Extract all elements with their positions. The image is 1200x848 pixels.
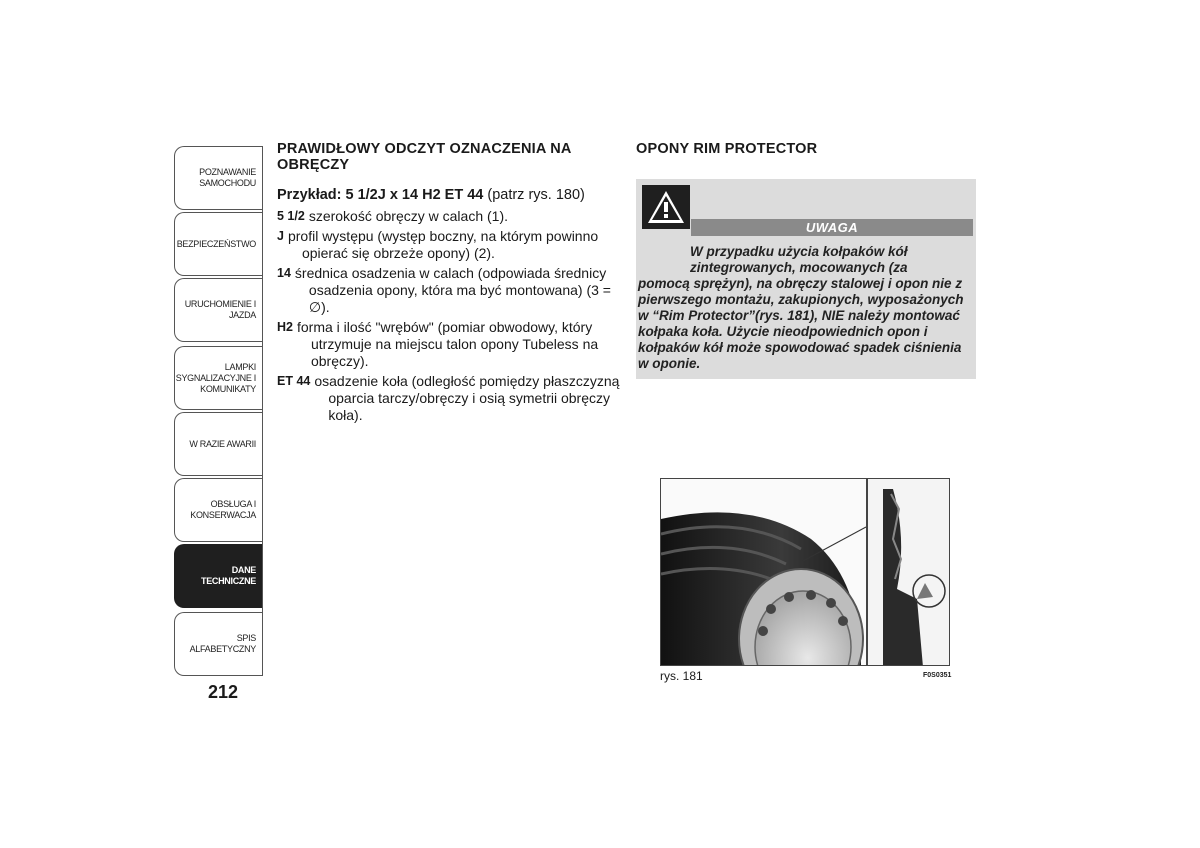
definition-list [277, 208, 622, 424]
chapter-tab[interactable] [174, 278, 262, 342]
warning-text-rest: pomocą sprężyn), na obręczy stalowej i opon nie z pierwszego montażu, zakupionych, wyposażonych w “Rim Protector”(rys. 181), NIE należy montować kołpaka koła. Użycie nieodpowiednich opon i kołpaków kół może spowodować spadek ciśnienia w oponie. [638, 276, 964, 371]
chapter-tab-label: DANE TECHNICZNE [201, 565, 256, 586]
warning-text [638, 244, 974, 372]
figure-code: F0S0351 [923, 672, 952, 679]
chapter-tab-label: LAMPKI SYGNALIZACYJNE I KOMUNIKATY [175, 361, 256, 394]
chapter-tab[interactable] [174, 544, 262, 608]
chapter-tab[interactable] [174, 412, 262, 476]
definition-description: średnica osadzenia w calach (odpowiada średnicy osadzenia opony, która ma być montowana) (3 = ∅). [294, 265, 611, 315]
chapter-tab-label: OBSŁUGA I KONSERWACJA [190, 499, 256, 520]
definition-description: profil występu (występ boczny, na którym powinno opierać się obrzeże opony) (2). [287, 228, 599, 261]
definition-term: H2 [277, 320, 293, 334]
example-code: Przykład: 5 1/2J x 14 H2 ET 44 [277, 187, 484, 203]
definition-description: szerokość obręczy w calach (1). [308, 208, 508, 224]
definition-description: osadzenie koła (odległość pomiędzy płaszczyzną oparcia tarczy/obręczy i osią symetrii obręczy koła). [314, 373, 620, 423]
definition-item [277, 208, 622, 225]
chapter-tab[interactable] [174, 612, 262, 676]
chapter-tab[interactable] [174, 212, 262, 276]
definition-item [277, 228, 622, 262]
section-heading-right: OPONY RIM PROTECTOR [636, 141, 818, 157]
rim-marking-section [277, 141, 622, 427]
figure-caption: rys. 181 [660, 669, 703, 683]
chapter-tab-label: POZNAWANIE SAMOCHODU [199, 167, 256, 188]
warning-box [636, 179, 976, 379]
example-reference: (patrz rys. 180) [483, 187, 585, 203]
section-heading: PRAWIDŁOWY ODCZYT OZNACZENIA NA OBRĘCZY [277, 141, 572, 173]
page-number: 212 [208, 682, 239, 702]
definition-term: ET 44 [277, 374, 311, 388]
warning-triangle-icon [642, 185, 690, 229]
chapter-tab-label: URUCHOMIENIE I JAZDA [184, 299, 256, 320]
definition-description: forma i ilość "wrębów" (pomiar obwodowy, który utrzymuje na miejscu talon opony Tubeless na obręczy). [296, 319, 599, 369]
chapter-tab-label: BEZPIECZEŃSTWO [176, 238, 256, 249]
chapter-tab-label: W RAZIE AWARII [189, 438, 256, 449]
definition-item [277, 265, 622, 316]
sidebar-divider [262, 146, 263, 676]
warning-title: UWAGA [691, 219, 973, 236]
tire-illustration [660, 478, 950, 666]
chapter-tab[interactable] [174, 346, 262, 410]
rim-protector-section [636, 141, 976, 379]
definition-term: J [277, 229, 284, 243]
chapter-tab[interactable] [174, 478, 262, 542]
chapter-tab-label: SPIS ALFABETYCZNY [189, 633, 256, 654]
example-line [277, 187, 622, 204]
warning-text-first: W przypadku użycia kołpaków kół zintegrowanych, mocowanych (za [690, 244, 908, 275]
definition-term: 14 [277, 266, 291, 280]
definition-term: 5 1/2 [277, 209, 305, 223]
chapter-tab[interactable] [174, 146, 262, 210]
definition-item [277, 373, 622, 424]
definition-item [277, 319, 622, 370]
